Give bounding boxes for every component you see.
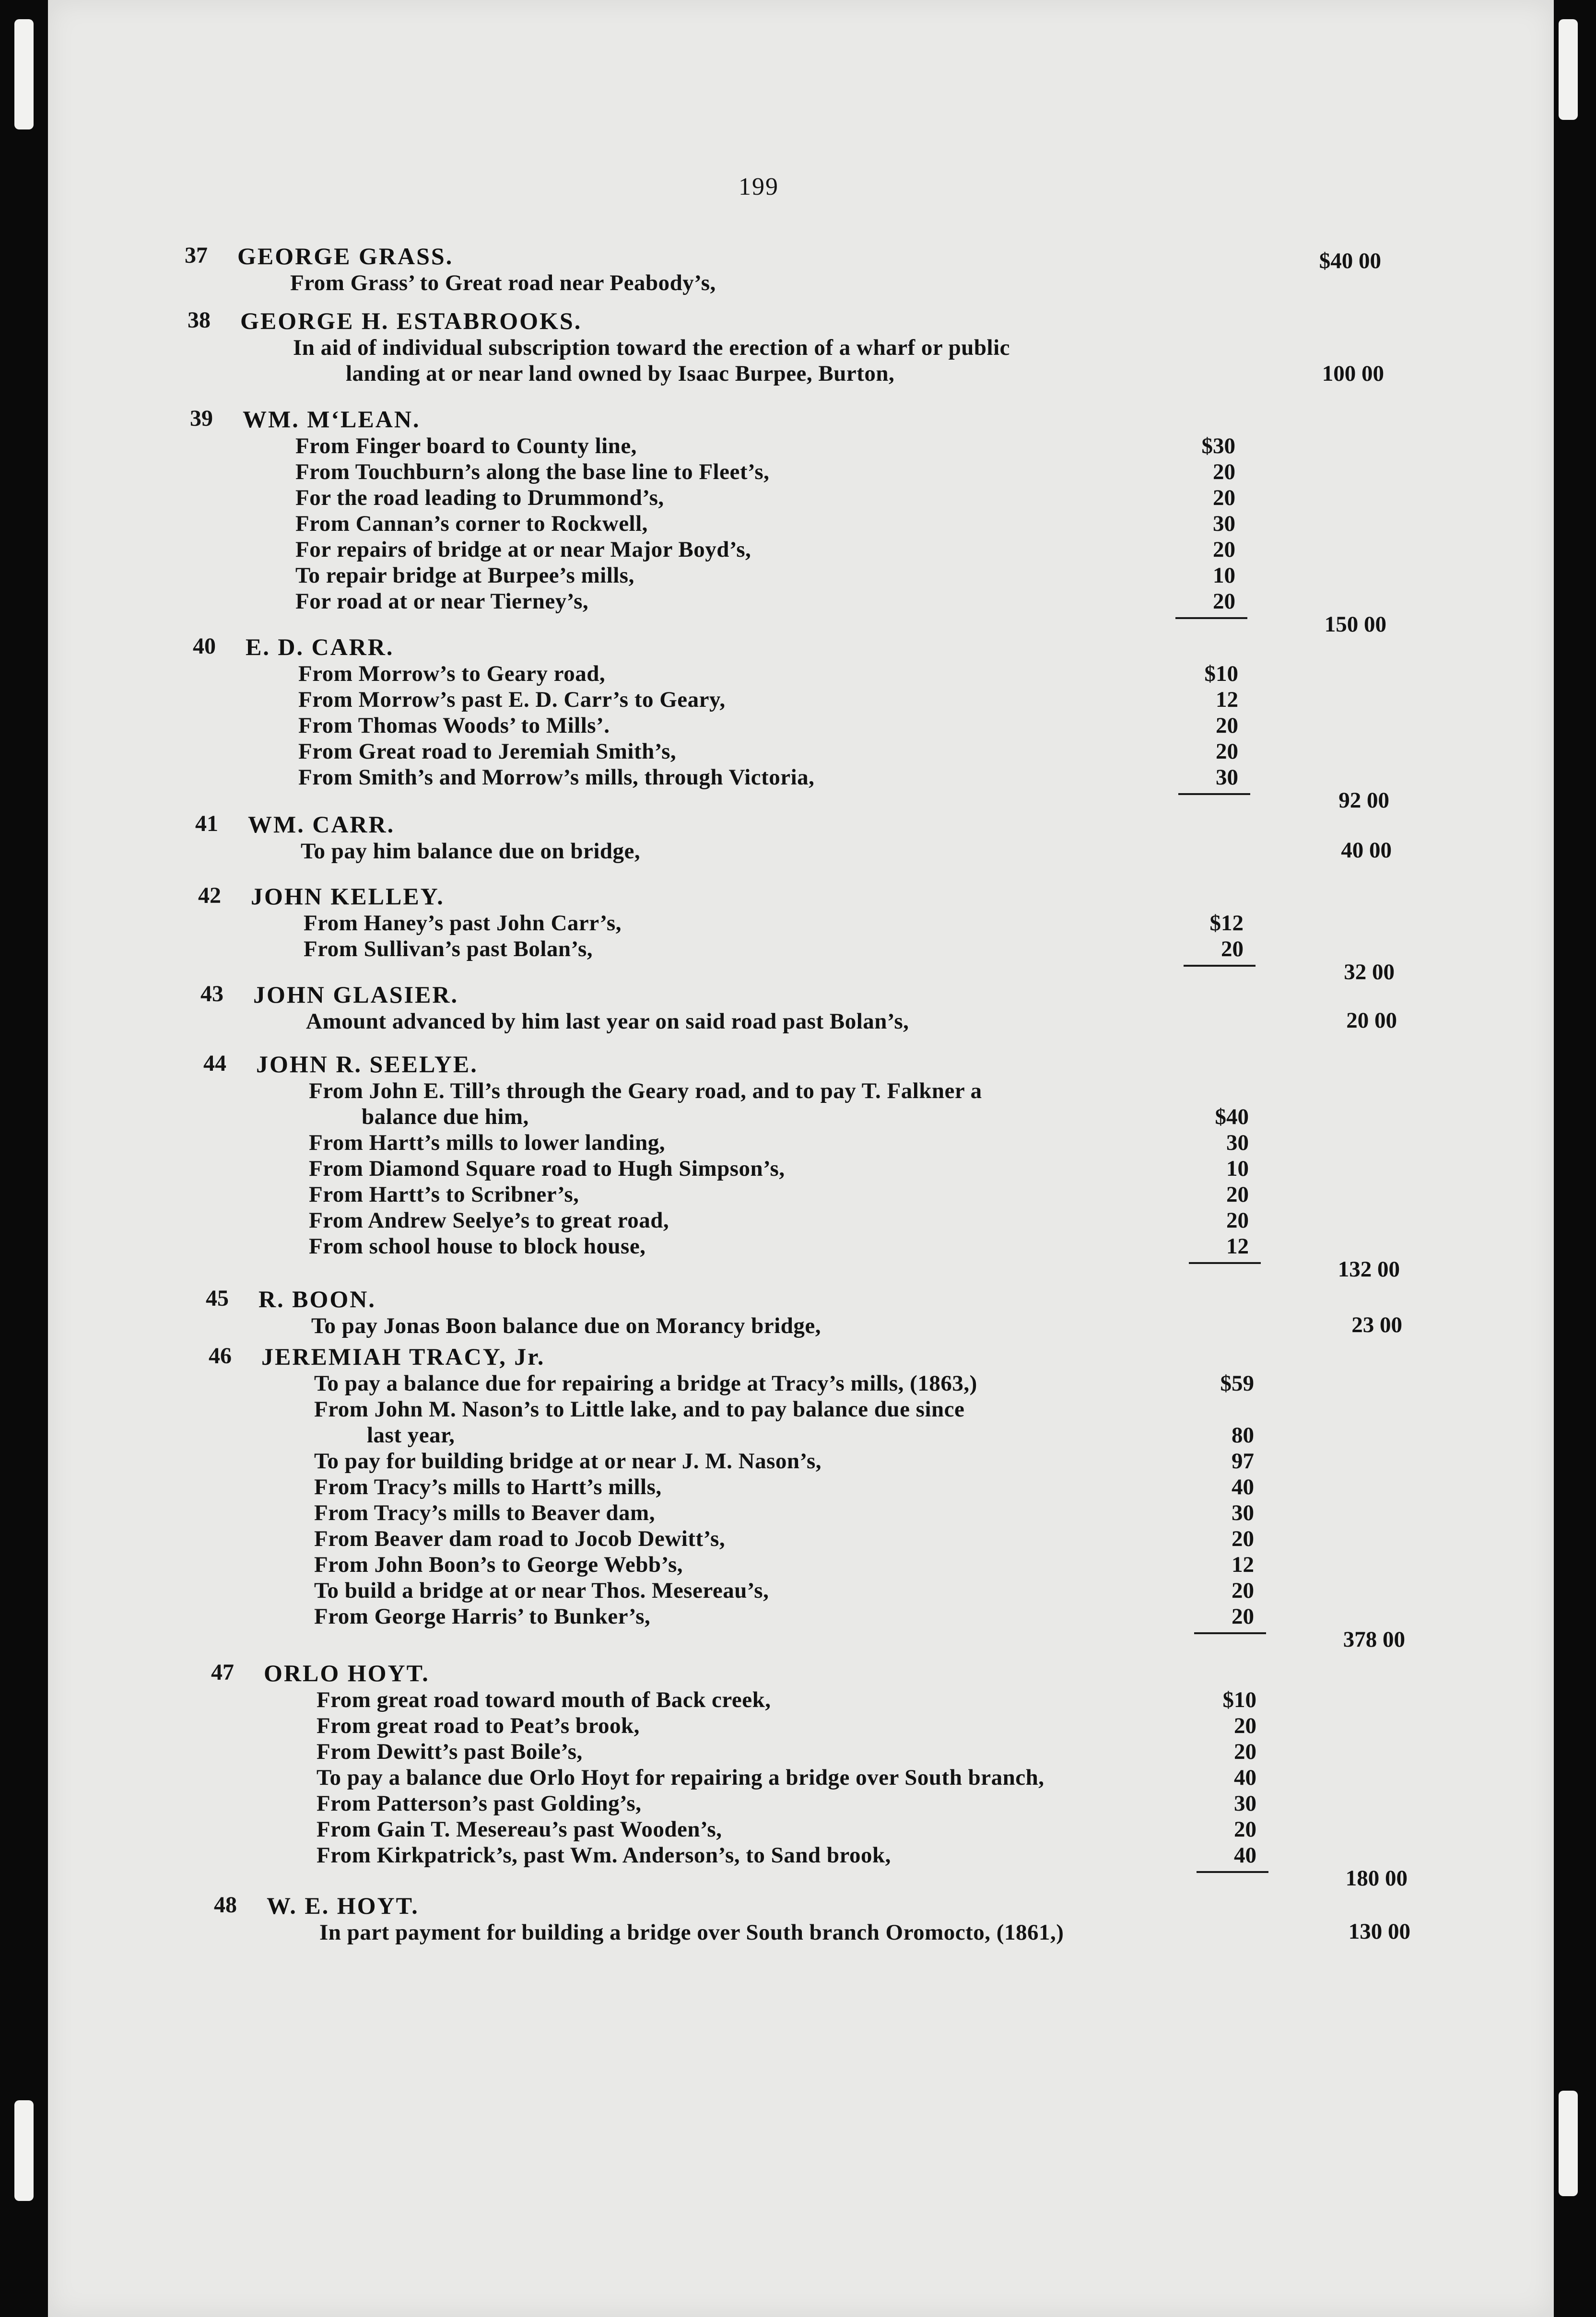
- item-description: From Finger board to County line,: [295, 433, 637, 458]
- item-amount: 20: [1213, 459, 1235, 484]
- item-description: From Great road to Jeremiah Smith’s,: [298, 739, 677, 764]
- item-description: From Andrew Seelye’s to great road,: [309, 1208, 669, 1233]
- entry-name: E. D. CARR.: [246, 633, 394, 660]
- entry-name: R. BOON.: [258, 1286, 376, 1312]
- entry-total: 150 00: [1324, 612, 1386, 637]
- item-amount: 20: [1234, 1739, 1256, 1764]
- appropriation-entry: [48, 307, 1554, 386]
- item-description: From Beaver dam road to Jocob Dewitt’s,: [314, 1526, 726, 1551]
- entry-total: 130 00: [1348, 1919, 1410, 1944]
- item-amount: 20: [1226, 1208, 1249, 1233]
- entry-total: 132 00: [1338, 1257, 1400, 1282]
- item-amount: 30: [1234, 1791, 1256, 1816]
- entry-total: 92 00: [1338, 788, 1389, 813]
- item-amount: $10: [1222, 1687, 1256, 1712]
- entry-total: 180 00: [1345, 1866, 1408, 1891]
- item-description: From Gain T. Mesereau’s past Wooden’s,: [317, 1817, 722, 1842]
- item-amount: $12: [1209, 911, 1244, 936]
- item-amount: 40: [1234, 1843, 1256, 1868]
- item-description: From Hartt’s mills to lower landing,: [309, 1130, 665, 1155]
- item-description: From Morrow’s past E. D. Carr’s to Geary,: [298, 687, 726, 712]
- subtotal-rule: [1197, 1871, 1268, 1873]
- item-amount: $30: [1201, 433, 1235, 458]
- item-description: To pay for building bridge at or near J. M. Nason’s,: [314, 1449, 821, 1474]
- item-amount: 30: [1232, 1500, 1254, 1525]
- entry-name: GEORGE H. ESTABROOKS.: [240, 307, 582, 334]
- item-description: From great road toward mouth of Back creek,: [317, 1687, 771, 1712]
- appropriation-entry: [48, 1343, 1554, 1652]
- item-amount: 20: [1216, 713, 1238, 738]
- item-description: last year,: [367, 1423, 455, 1448]
- entry-number: 41: [195, 811, 218, 836]
- entry-total: 20 00: [1346, 1008, 1397, 1033]
- entry-total: 378 00: [1343, 1627, 1405, 1652]
- appropriation-entry: [48, 1659, 1554, 1891]
- appropriation-entry: [48, 405, 1554, 637]
- entry-number: 39: [190, 406, 213, 431]
- item-description: From Tracy’s mills to Hartt’s mills,: [314, 1474, 662, 1499]
- appropriation-entry: [48, 882, 1554, 984]
- item-amount: 20: [1232, 1526, 1254, 1551]
- item-amount: 12: [1216, 687, 1238, 712]
- entry-total: $40 00: [1319, 248, 1381, 273]
- item-description: To pay a balance due Orlo Hoyt for repairing a bridge over South branch,: [317, 1765, 1044, 1790]
- item-description: From Touchburn’s along the base line to Fleet’s,: [295, 459, 770, 484]
- item-amount: 12: [1226, 1234, 1249, 1259]
- item-amount: 20: [1213, 537, 1235, 562]
- subtotal-rule: [1175, 617, 1247, 619]
- item-amount: $59: [1220, 1371, 1254, 1396]
- item-amount: 97: [1232, 1449, 1254, 1474]
- appropriation-entry: [48, 981, 1554, 1034]
- entry-name: JOHN R. SEELYE.: [256, 1051, 478, 1077]
- entry-name: WM. CARR.: [248, 811, 395, 838]
- appropriation-entry: [48, 1285, 1554, 1338]
- subtotal-rule: [1189, 1262, 1261, 1264]
- item-description: From great road to Peat’s brook,: [317, 1713, 640, 1738]
- entry-total: 23 00: [1351, 1312, 1402, 1337]
- item-description: landing at or near land owned by Isaac Burpee, Burton,: [346, 361, 895, 386]
- item-description: In aid of individual subscription toward the erection of a wharf or public: [293, 335, 1010, 360]
- subtotal-rule: [1184, 965, 1256, 967]
- entry-name: ORLO HOYT.: [264, 1660, 430, 1686]
- entry-number: 38: [188, 307, 211, 333]
- appropriation-entry: [48, 810, 1554, 864]
- entry-number: 37: [185, 243, 208, 268]
- item-description: For road at or near Tierney’s,: [295, 589, 589, 614]
- item-description: balance due him,: [362, 1104, 529, 1129]
- item-description: From George Harris’ to Bunker’s,: [314, 1604, 651, 1629]
- item-description: From school house to block house,: [309, 1234, 646, 1259]
- entry-total: 32 00: [1344, 960, 1395, 984]
- appropriation-entry: [48, 1892, 1554, 1945]
- entry-number: 46: [209, 1343, 232, 1369]
- item-amount: 30: [1216, 765, 1238, 790]
- item-description: From Smith’s and Morrow’s mills, through Victoria,: [298, 765, 815, 790]
- item-description: From Sullivan’s past Bolan’s,: [304, 936, 593, 961]
- item-description: From Kirkpatrick’s, past Wm. Anderson’s, to Sand brook,: [317, 1843, 891, 1868]
- item-amount: 20: [1221, 936, 1244, 961]
- binding-tab: [14, 2100, 34, 2201]
- appropriation-entry: [48, 242, 1554, 295]
- item-amount: 20: [1226, 1182, 1249, 1207]
- appropriation-entry: [48, 1050, 1554, 1282]
- item-amount: 20: [1232, 1604, 1254, 1629]
- entry-number: 44: [203, 1051, 226, 1076]
- document-page: [48, 0, 1554, 2317]
- entry-name: W. E. HOYT.: [267, 1892, 419, 1919]
- item-amount: 40: [1234, 1765, 1256, 1790]
- entry-number: 45: [206, 1286, 229, 1311]
- item-amount: 20: [1234, 1817, 1256, 1842]
- item-amount: 12: [1232, 1552, 1254, 1577]
- item-description: From Grass’ to Great road near Peabody’s,: [290, 270, 716, 295]
- binding-tab: [1559, 2091, 1578, 2196]
- item-description: From Dewitt’s past Boile’s,: [317, 1739, 583, 1764]
- item-description: To build a bridge at or near Thos. Mesereau’s,: [314, 1578, 769, 1603]
- item-amount: 30: [1226, 1130, 1249, 1155]
- entry-number: 40: [193, 633, 216, 659]
- item-amount: 10: [1226, 1156, 1249, 1181]
- item-description: From John E. Till’s through the Geary road, and to pay T. Falkner a: [309, 1078, 982, 1103]
- item-amount: $40: [1215, 1104, 1249, 1129]
- item-description: To pay a balance due for repairing a bridge at Tracy’s mills, (1863,): [314, 1371, 977, 1396]
- item-description: To pay him balance due on bridge,: [301, 839, 641, 864]
- entry-total: 40 00: [1341, 838, 1392, 863]
- binding-tab: [1559, 19, 1578, 120]
- subtotal-rule: [1194, 1632, 1266, 1634]
- item-description: From Haney’s past John Carr’s,: [304, 911, 622, 936]
- page-number: 199: [739, 173, 779, 200]
- item-description: From John M. Nason’s to Little lake, and to pay balance due since: [314, 1397, 965, 1422]
- item-amount: 20: [1216, 739, 1238, 764]
- entry-total: 100 00: [1322, 361, 1384, 386]
- entry-number: 48: [214, 1892, 237, 1918]
- item-description: For the road leading to Drummond’s,: [295, 485, 664, 510]
- item-description: In part payment for building a bridge over South branch Oromocto, (1861,): [319, 1920, 1064, 1945]
- entry-name: JOHN KELLEY.: [251, 883, 445, 910]
- entry-name: GEORGE GRASS.: [237, 243, 454, 269]
- item-description: From Morrow’s to Geary road,: [298, 661, 606, 686]
- item-description: From Diamond Square road to Hugh Simpson’s,: [309, 1156, 785, 1181]
- appropriation-entry: [48, 633, 1554, 813]
- item-amount: 20: [1232, 1578, 1254, 1603]
- item-amount: 30: [1213, 511, 1235, 536]
- item-description: To repair bridge at Burpee’s mills,: [295, 563, 634, 588]
- item-description: From Hartt’s to Scribner’s,: [309, 1182, 579, 1207]
- item-description: From Thomas Woods’ to Mills’.: [298, 713, 610, 738]
- entry-number: 47: [211, 1660, 234, 1685]
- item-description: From Patterson’s past Golding’s,: [317, 1791, 642, 1816]
- entry-number: 43: [200, 981, 223, 1006]
- item-amount: $10: [1204, 661, 1238, 686]
- entry-name: JEREMIAH TRACY, Jr.: [261, 1343, 545, 1370]
- item-description: To pay Jonas Boon balance due on Morancy bridge,: [311, 1313, 821, 1338]
- item-description: From John Boon’s to George Webb’s,: [314, 1552, 683, 1577]
- entry-number: 42: [198, 883, 221, 908]
- item-description: Amount advanced by him last year on said road past Bolan’s,: [306, 1009, 909, 1034]
- subtotal-rule: [1178, 793, 1250, 795]
- item-amount: 20: [1213, 589, 1235, 614]
- item-amount: 20: [1213, 485, 1235, 510]
- item-amount: 40: [1232, 1474, 1254, 1499]
- item-amount: 80: [1232, 1423, 1254, 1448]
- item-amount: 10: [1213, 563, 1235, 588]
- entry-name: WM. M‘LEAN.: [243, 406, 421, 433]
- entry-name: JOHN GLASIER.: [253, 981, 458, 1008]
- item-description: For repairs of bridge at or near Major Boyd’s,: [295, 537, 751, 562]
- item-description: From Tracy’s mills to Beaver dam,: [314, 1500, 655, 1525]
- item-amount: 20: [1234, 1713, 1256, 1738]
- binding-tab: [14, 19, 34, 129]
- item-description: From Cannan’s corner to Rockwell,: [295, 511, 648, 536]
